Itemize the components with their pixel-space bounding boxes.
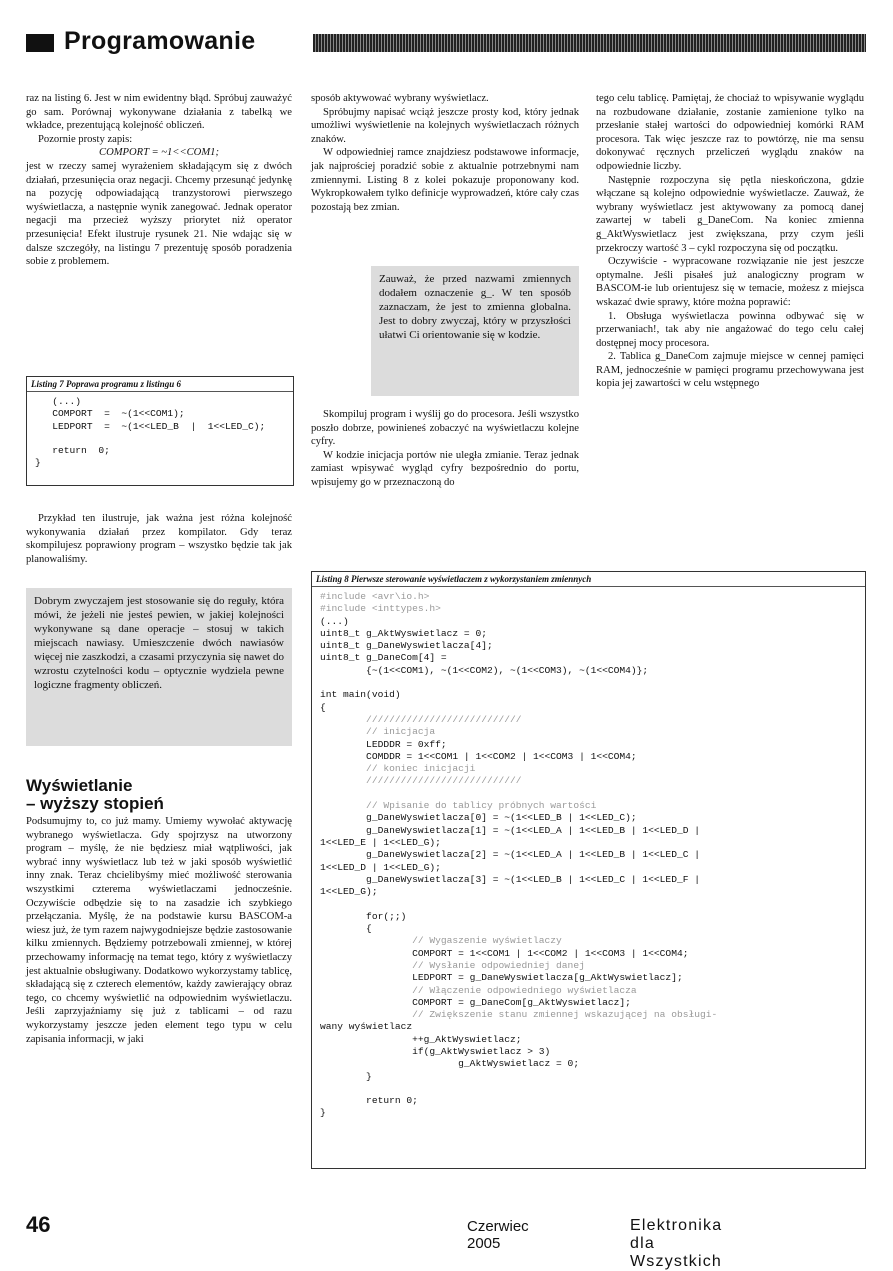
code-line: #include <inttypes.h>	[320, 603, 441, 615]
col2-paragraph-4: Skompiluj program i wyślij go do procesora. Jeśli wszystko poszło dobrze, powinieneś zobaczyć na wyświetlaczu kolejne cyfry.	[311, 409, 579, 448]
code-line: 1<<LED_D | 1<<LED_G);	[320, 861, 441, 873]
code-line: return 0;	[35, 445, 110, 457]
col1-paragraph-3: jest w rzeczy samej wyrażeniem składającym się z dwóch działań, przesunięcia oraz negacji. Chcemy przesunąć jedynkę na pozycję odpowiadającą tranzystorowi pierwszego wyświetlacza, a następnie wynik zanegować. Jednak operator negacji ma przecież wyższy priorytet niż operator przesunięcia! Efekt ilustruje rysunek 21. Nie wdając się w dalsze szczegóły, na listingu 7 prezentuję sposób poradzenia sobie z problemem.	[26, 160, 292, 268]
code-line: {	[320, 701, 326, 713]
code-line: // Wpisanie do tablicy próbnych wartości	[320, 800, 597, 812]
col1-paragraph-1: raz na listing 6. Jest w nim ewidentny błąd. Spróbuj zauważyć go sam. Porównaj wykonywane działania z tabelką we wkładce, prezentującą kolejność obliczeń.	[26, 93, 292, 132]
code-line: }	[320, 1070, 372, 1082]
code-line: LEDDDR = 0xff;	[320, 738, 447, 750]
code-line: g_DaneWyswietlacza[3] = ~(1<<LED_B | 1<<LED_C | 1<<LED_F |	[320, 873, 700, 885]
tip-box-1: Dobrym zwyczajem jest stosowanie się do reguły, która mówi, że jeżeli nie jesteś pewien, w jakiej kolejności wykonywane są dane operacje – stosuj w takich miejscach nawiasy. Umieszczenie dwóch nawiasów więcej nie zaszkodzi, a czasami przyczynia się nawet do wzrostu czytelności kodu – optycznie wydziela pewne logiczne fragmenty obliczeń.	[26, 588, 292, 746]
col1-paragraph-4: Przykład ten ilustruje, jak ważna jest różna kolejność wykonywania działań przez kompilator. Gdy teraz skompilujesz poprawiony program – wszystko będzie tak jak planowaliśmy.	[26, 513, 292, 565]
listing-7-caption: Listing 7 Poprawa programu z listingu 6	[27, 377, 293, 392]
issue-date: Czerwiec 2005	[467, 1218, 529, 1252]
column-1	[26, 92, 292, 269]
listing-8	[311, 571, 866, 1169]
col3-paragraph-3: Oczywiście - wypracowane rozwiązanie nie jest jeszcze optymalne. Jeśli pisałeś już analogiczny program w BASCOM-ie lub orientujesz się w temacie, możesz z miejsca wskazać dwie sprawy, które można poprawić:	[596, 256, 864, 308]
code-line: ///////////////////////////	[320, 775, 522, 787]
code-line: (...)	[35, 396, 82, 407]
page-title: Programowanie	[64, 27, 256, 55]
code-line: // Wygaszenie wyświetlaczy	[320, 935, 562, 947]
code-line: // Zwiększenie stanu zmiennej wskazującej na obsługi-	[320, 1009, 718, 1021]
page-number: 46	[26, 1212, 51, 1237]
column-3	[596, 92, 864, 391]
column-2	[311, 92, 579, 214]
code-line: 1<<LED_G);	[320, 886, 378, 898]
header-bar	[313, 34, 866, 52]
code-line: g_DaneWyswietlacza[0] = ~(1<<LED_B | 1<<LED_C);	[320, 812, 637, 824]
col3-paragraph-5: 2. Tablica g_DaneCom zajmuje miejsce w cennej pamięci RAM, jednocześnie w pamięci programu przechowywana jest kopia jej zawartości w celu wstępnego	[596, 351, 864, 390]
code-line: COMPORT = g_DaneCom[g_AktWyswietlacz];	[320, 996, 631, 1008]
col3-paragraph-1: tego celu tablicę. Pamiętaj, że chociaż to wpisywanie wyglądu na rozbudowane działanie, zostanie zamienione tylko na przesłanie stałej wartości do odpowiedniej komórki RAM procesora. Tak więc jeszcze raz to powtórzę, nie ma sensu dokonywać ręcznych przeliczeń wyglądu znaków na odpowiednie liczby.	[596, 93, 864, 172]
code-line: LEDPORT = g_DaneWyswietlacza[g_AktWyswietlacz];	[320, 972, 683, 984]
listing-7	[26, 376, 294, 486]
col1-paragraph-2: Pozornie prosty zapis:	[38, 133, 133, 145]
col2-paragraph-5: W kodzie inicjacja portów nie uległa zmianie. Teraz jednak zamiast wpisywać wygląd cyfry bezpośrednio do portu, wpisujemy go w przeznaczoną do	[311, 449, 579, 488]
code-line: COMPORT = 1<<COM1 | 1<<COM2 | 1<<COM3 | 1<<COM4;	[320, 947, 689, 959]
col3-paragraph-2: Następnie rozpoczyna się pętla nieskończona, gdzie włączane są kolejno odpowiednie wyświetlacze. Zauważ, że wybrany wyświetlacz jest aktywowany za pomocą danej zawartej w tabeli g_DaneCom. Na koniec zmienna g_AktWyswietlacz jest zwiększana, przy czym jeśli przekroczy wartość 3 – cykl rozpoczyna się od początku.	[596, 174, 864, 254]
col3-paragraph-4: 1. Obsługa wyświetlacza powinna odbywać się w przerwaniach!, tak aby nie angażować do tego celu całej dostępnej mocy procesora.	[596, 310, 864, 349]
code-line: LEDPORT = ~(1<<LED_B | 1<<LED_C);	[35, 420, 266, 432]
listing-8-code	[312, 587, 865, 1124]
code-line: #include <avr\io.h>	[320, 591, 430, 602]
code-line: ///////////////////////////	[320, 713, 522, 725]
code-line: {~(1<<COM1), ~(1<<COM2), ~(1<<COM3), ~(1<<COM4)};	[320, 664, 649, 676]
section-heading	[26, 777, 292, 813]
code-line: // Włączenie odpowiedniego wyświetlacza	[320, 984, 637, 996]
code-line: COMDDR = 1<<COM1 | 1<<COM2 | 1<<COM3 | 1<<COM4;	[320, 750, 637, 762]
code-line: g_DaneWyswietlacza[2] = ~(1<<LED_A | 1<<LED_B | 1<<LED_C |	[320, 849, 700, 861]
code-line: uint8_t g_AktWyswietlacz = 0;	[320, 627, 487, 639]
section-heading-line-2: – wyższy stopień	[26, 794, 164, 813]
section-text	[26, 815, 292, 1046]
listing-8-caption: Listing 8 Pierwsze sterowanie wyświetlaczem z wykorzystaniem zmiennych	[312, 572, 865, 587]
code-line: ++g_AktWyswietlacz;	[320, 1033, 522, 1045]
col1-code-line: COMPORT = ~1<<COM1;	[99, 147, 219, 159]
code-line: {	[320, 923, 372, 935]
page-header	[26, 27, 866, 56]
code-line: for(;;)	[320, 910, 407, 922]
column-2-lower	[311, 408, 579, 490]
code-line: g_AktWyswietlacz = 0;	[320, 1058, 580, 1070]
code-line: // inicjacja	[320, 726, 436, 738]
code-line: (...)	[320, 615, 349, 627]
code-line: 1<<LED_E | 1<<LED_G);	[320, 836, 441, 848]
section-heading-line-1: Wyświetlanie	[26, 776, 133, 795]
section-paragraph: Podsumujmy to, co już mamy. Umiemy wywołać aktywację wybranego wyświetlacza. Gdy spojrzysz na utworzony program – myślę, że nie będziesz miał wątpliwości, jak wybrać inny wyświetlacz lub też w jaki sposób wyświetlić inny znak. Teraz chcielibyśmy mieć możliwość sterowania wszystkimi czterema wyświetlaczami jednocześnie. Oczywiście odbędzie się to na zasadzie ich szybkiego przełączania. Myślę, że na podstawie kursu BASCOM-a wiesz już, że tym razem najwygodniejsze będzie zastosowanie kilku zmiennych. Będziemy potrzebowali zmiennej, w której przechowamy informację na temat tego, który z wyświetlaczy jest aktualnie obsługiwany. Dodatkowo wykorzystamy tablicę, składającą się z czterech elementów, każdy zawierający obraz tego, co chcemy wyświetlić na odpowiednim wyświetlaczu. Jeśli zaprzyjaźniamy się już z tablicami – od razu wykorzystamy jeszcze jeden element tego typu w celu zapisania informacji, w jaki	[26, 816, 292, 1045]
header-square	[26, 34, 54, 52]
tip-box-2: Zauważ, że przed nazwami zmiennych dodałem oznaczenie g_. W ten sposób zaznaczam, że jest to zmienna globalna. Jest to dobry zwyczaj, który w przyszłości ułatwi Ci orientowanie się w kodzie.	[371, 266, 579, 396]
code-line: // Wysłanie odpowiedniej danej	[320, 959, 585, 971]
col2-paragraph-1: sposób aktywować wybrany wyświetlacz.	[311, 93, 489, 104]
code-line: g_DaneWyswietlacza[1] = ~(1<<LED_A | 1<<LED_B | 1<<LED_D |	[320, 824, 700, 836]
col2-paragraph-2: Spróbujmy napisać wciąż jeszcze prosty kod, który jednak umożliwi wyświetlenie na kolejnych wyświetlaczach różnych znaków.	[311, 106, 579, 145]
code-line: COMPORT = ~(1<<COM1);	[35, 408, 185, 420]
code-line: }	[35, 457, 41, 469]
code-line: return 0;	[320, 1095, 418, 1107]
code-line: // koniec inicjacji	[320, 763, 476, 775]
code-line: uint8_t g_DaneCom[4] =	[320, 652, 447, 664]
code-line: uint8_t g_DaneWyswietlacza[4];	[320, 640, 493, 652]
col2-paragraph-3: W odpowiedniej ramce znajdziesz podstawowe informacje, jak najprościej poradzić sobie z aktualnie potrzebnymi nam zmiennymi. Listing 8 z kolei pokazuje proponowany kod. Wykropkowałem tylko definicje wyprowadzeń, które cały czas pozostają bez zmian.	[311, 147, 579, 213]
code-line: if(g_AktWyswietlacz > 3)	[320, 1045, 551, 1057]
listing-7-code	[27, 392, 293, 474]
code-line: int main(void)	[320, 689, 401, 701]
magazine-name: Elektronika dla Wszystkich	[630, 1217, 723, 1270]
code-line: }	[320, 1107, 326, 1119]
code-line: wany wyświetlacz	[320, 1021, 413, 1033]
column-1-after-listing	[26, 512, 292, 566]
